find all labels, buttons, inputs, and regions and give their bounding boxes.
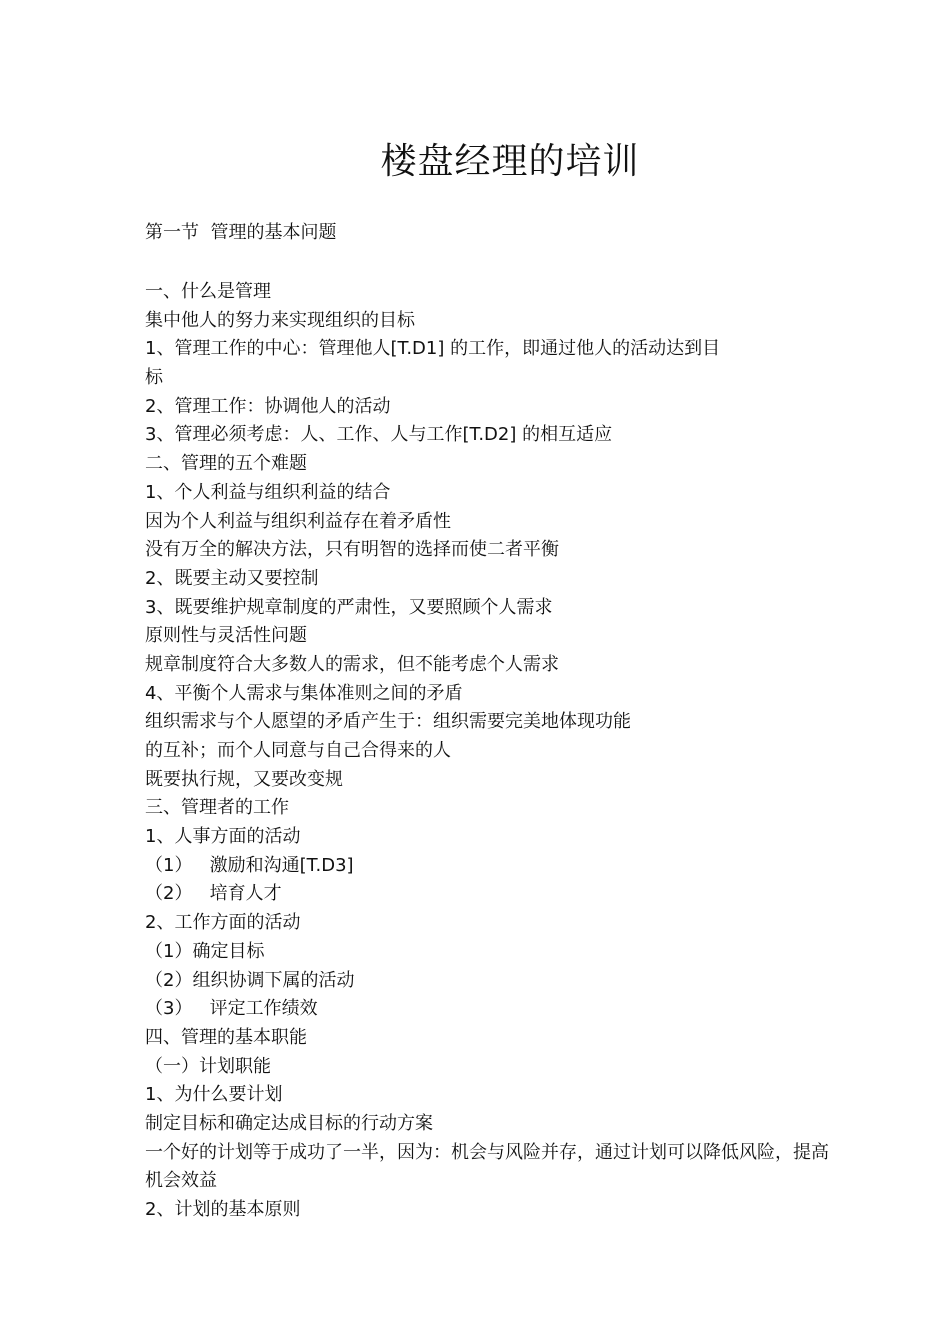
text-line: 四、管理的基本职能 — [145, 1026, 307, 1048]
text-line: 2、管理工作：协调他人的活动 — [145, 395, 391, 417]
text-line: 1、个人利益与组织利益的结合 — [145, 481, 391, 503]
text-line: 一、什么是管理 — [145, 281, 271, 302]
document-body — [145, 278, 885, 1225]
text-line: 1、管理工作的中心：管理他人[T.D1] 的工作，即通过他人的活动达到目 — [145, 338, 721, 360]
text-line: 二、管理的五个难题 — [145, 453, 307, 475]
text-line: 标 — [145, 367, 163, 389]
text-line: 没有万全的解决方法，只有明智的选择而使二者平衡 — [145, 539, 559, 561]
text-line: （1） 激励和沟通[T.D3] — [145, 854, 354, 876]
text-line: （一）计划职能 — [145, 1055, 271, 1077]
text-line: 既要执行规，又要改变规 — [145, 768, 343, 790]
text-line: （3） 评定工作绩效 — [145, 998, 318, 1020]
text-line: 2、计划的基本原则 — [145, 1199, 301, 1220]
text-line: 原则性与灵活性问题 — [145, 625, 307, 647]
text-line: 1、人事方面的活动 — [145, 826, 301, 848]
text-line: 规章制度符合大多数人的需求，但不能考虑个人需求 — [145, 653, 559, 675]
text-line: 2、工作方面的活动 — [145, 912, 301, 934]
text-line: （2） 培育人才 — [145, 883, 282, 905]
text-line: 3、既要维护规章制度的严肃性，又要照顾个人需求 — [145, 596, 553, 618]
text-line: 的互补；而个人同意与自己合得来的人 — [145, 740, 451, 761]
text-line: 制定目标和确定达成目标的行动方案 — [145, 1112, 433, 1134]
text-line: （2）组织协调下属的活动 — [145, 969, 355, 991]
text-line: 一个好的计划等于成功了一半，因为：机会与风险并存，通过计划可以降低风险，提高 — [145, 1141, 829, 1163]
section-heading: 第一节 管理的基本问题 — [145, 222, 337, 243]
text-line: 组织需求与个人愿望的矛盾产生于：组织需要完美地体现功能 — [145, 711, 631, 733]
text-line: 2、既要主动又要控制 — [145, 567, 319, 589]
page-title: 楼盘经理的培训 — [380, 141, 640, 182]
text-line: 3、管理必须考虑：人、工作、人与工作[T.D2] 的相互适应 — [145, 424, 613, 446]
text-line: 1、为什么要计划 — [145, 1084, 283, 1106]
text-line: 集中他人的努力来实现组织的目标 — [145, 309, 415, 331]
text-line: 因为个人利益与组织利益存在着矛盾性 — [145, 510, 451, 532]
text-line: 三、管理者的工作 — [145, 797, 289, 819]
text-line: 4、平衡个人需求与集体准则之间的矛盾 — [145, 682, 463, 704]
text-line: （1）确定目标 — [145, 940, 265, 962]
text-line: 机会效益 — [145, 1170, 217, 1192]
